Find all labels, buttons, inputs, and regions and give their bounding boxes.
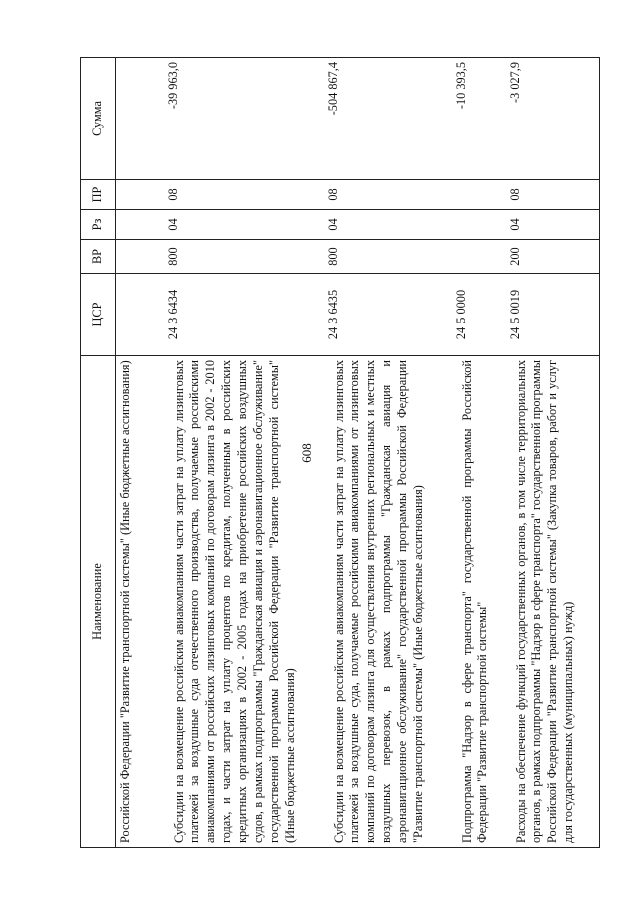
row-tsr xyxy=(116,274,164,356)
row-tsr: 24 3 6434 xyxy=(164,274,324,356)
row-name: Субсидии на возмещение российским авиакомпаниям части затрат на уплату лизинговых платежей за воздушные суда, получаемые российскими авиакомпаниями от лизинговых компаний по договорам лизинга для осуществления внутренних региональных и местных воздушных перевозок, в рамках подпрограммы "Гражданская авиация и аэронавигационное обслуживание" государственной программы Российской Федерации "Развитие транспортной системы" (Иные бюджетные ассигнования) xyxy=(324,356,452,848)
row-rz xyxy=(452,210,506,240)
row-vr: 200 xyxy=(506,240,600,274)
row-amount: -3 027,9 xyxy=(506,58,600,180)
row-tsr: 24 3 6435 xyxy=(324,274,452,356)
row-amount: -504 867,4 xyxy=(324,58,452,180)
row-rz: 04 xyxy=(324,210,452,240)
page-number: 608 xyxy=(299,443,314,463)
row-vr xyxy=(452,240,506,274)
header-vr: ВР xyxy=(81,240,116,274)
header-pr: ПР xyxy=(81,180,116,210)
row-name: Расходы на обеспечение функций государственных органов, в том числе территориальных органов, в рамках подпрограммы "Надзор в сфере транспорта" государственной программы Российской Федерации "Развитие транспортной системы" (Закупка товаров, работ и услуг для государственных (муниципальных) нужд) xyxy=(506,356,600,848)
header-amount: Сумма xyxy=(81,58,116,180)
row-pr: 08 xyxy=(164,180,324,210)
table-row xyxy=(324,58,452,848)
row-rz: 04 xyxy=(164,210,324,240)
row-vr: 800 xyxy=(164,240,324,274)
row-pr xyxy=(116,180,164,210)
row-rz: 04 xyxy=(506,210,600,240)
budget-table xyxy=(80,57,600,848)
row-pr: 08 xyxy=(324,180,452,210)
table-row xyxy=(116,58,164,848)
row-amount xyxy=(116,58,164,180)
table-header-row xyxy=(81,58,116,848)
row-amount: -10 393,5 xyxy=(452,58,506,180)
header-tsr: ЦСР xyxy=(81,274,116,356)
row-vr xyxy=(116,240,164,274)
row-tsr: 24 5 0019 xyxy=(506,274,600,356)
row-pr xyxy=(452,180,506,210)
row-vr: 800 xyxy=(324,240,452,274)
row-pr: 08 xyxy=(506,180,600,210)
row-name: Подпрограмма "Надзор в сфере транспорта" государственной программы Российской Федерации "Развитие транспортной системы" xyxy=(452,356,506,848)
table-row xyxy=(164,58,324,848)
row-tsr: 24 5 0000 xyxy=(452,274,506,356)
row-name: Субсидии на возмещение российским авиакомпаниям части затрат на уплату лизинговых платежей за воздушные суда отечественного производства, получаемые российскими авиакомпаниями от российских лизинговых компаний по договорам лизинга в 2002 - 2010 годах, и части затрат на уплату процентов по кредитам, полученным в российских кредитных организациях в 2002 - 2005 годах на приобретение российских воздушных судов, в рамках подпрограммы "Гражданская авиация и аэронавигационное обслуживание" государственной программы Российской Федерации "Развитие транспортной системы" (Иные бюджетные ассигнования) xyxy=(164,356,324,848)
row-rz xyxy=(116,210,164,240)
row-amount: -39 963,0 xyxy=(164,58,324,180)
row-name: Российской Федерации "Развитие транспортной системы" (Иные бюджетные ассигнования) xyxy=(116,356,164,848)
rotated-page-content xyxy=(80,58,600,848)
table-row xyxy=(452,58,506,848)
header-rz: Рз xyxy=(81,210,116,240)
table-row xyxy=(506,58,600,848)
header-name: Наименование xyxy=(81,356,116,848)
